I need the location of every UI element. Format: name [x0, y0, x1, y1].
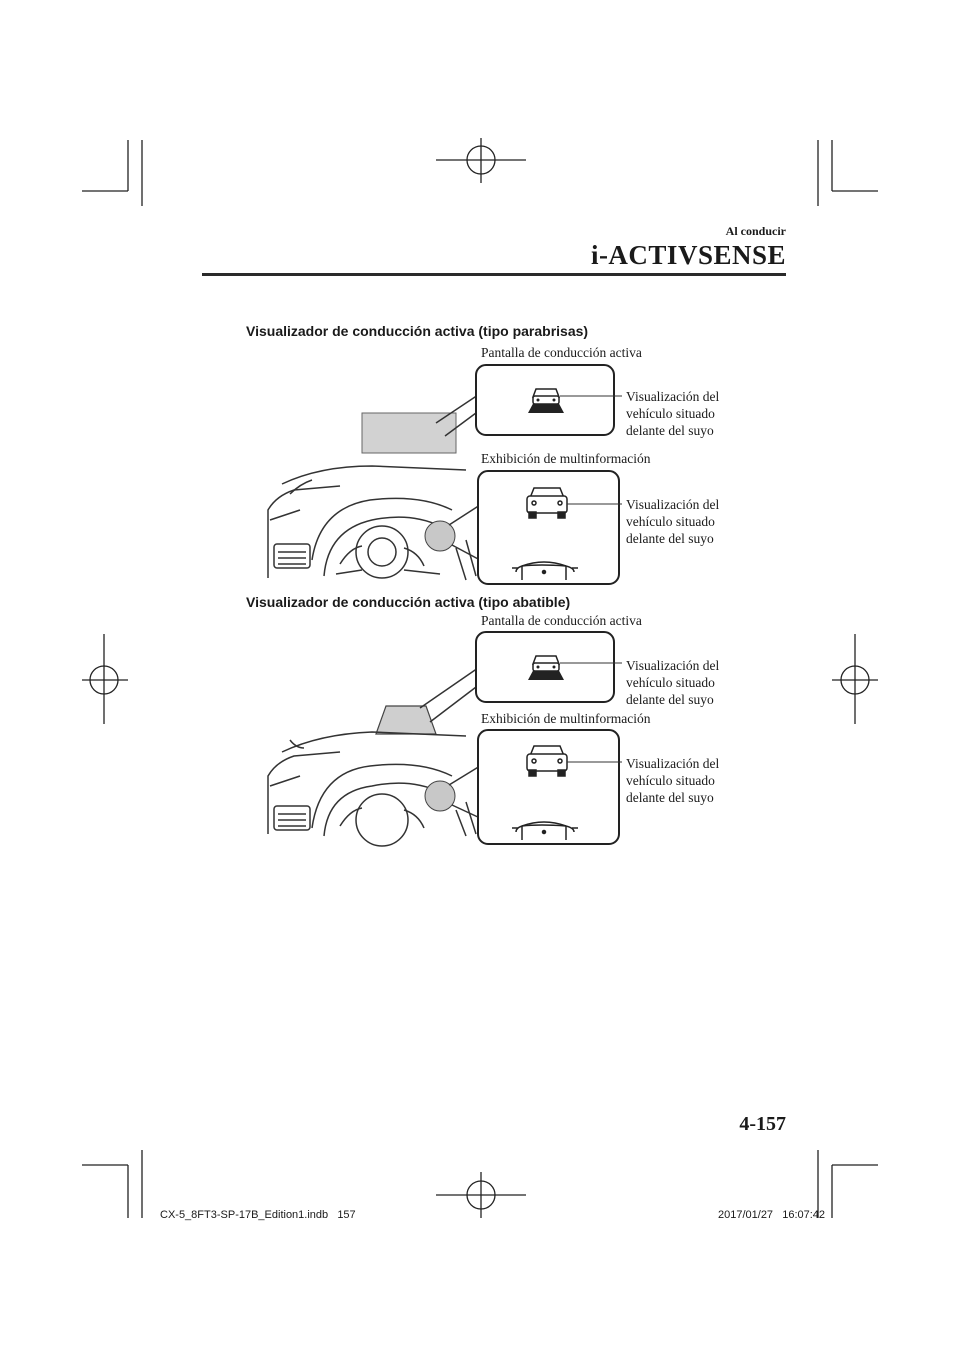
figure-2-active-display-callout: [626, 657, 719, 708]
footer-timestamp: 2017/01/27 16:07:42: [718, 1209, 826, 1221]
figure-2-title: Visualizador de conducción activa (tipo abatible): [246, 594, 571, 610]
figure-2-active-display-label: Pantalla de conducción activa: [481, 613, 642, 628]
callout-line: delante del suyo: [626, 790, 714, 805]
chapter-title: i-ACTIVSENSE: [590, 240, 786, 270]
figure-1-title: Visualizador de conducción activa (tipo parabrisas): [246, 323, 589, 339]
figure-1-multi-info-label: Exhibición de multinformación: [481, 451, 651, 466]
callout-line: delante del suyo: [626, 423, 714, 438]
footer-filename: CX-5_8FT3-SP-17B_Edition1.indb 157: [160, 1209, 356, 1221]
figure-1-active-display-label: Pantalla de conducción activa: [481, 345, 642, 360]
callout-line: vehículo situado: [626, 773, 715, 788]
callout-line: Visualización del: [626, 756, 720, 771]
callout-line: Visualización del: [626, 497, 720, 512]
callout-line: vehículo situado: [626, 514, 715, 529]
figure-2-multi-info-callout: [626, 755, 719, 806]
multi-info-lead-car-icon: [527, 746, 567, 776]
callout-line: delante del suyo: [626, 692, 714, 707]
figure-2-multi-info-label: Exhibición de multinformación: [481, 711, 651, 726]
callout-line: Visualización del: [626, 658, 720, 673]
callout-line: vehículo situado: [626, 406, 715, 421]
section-title: Al conducir: [725, 224, 786, 238]
callout-line: vehículo situado: [626, 675, 715, 690]
callout-line: delante del suyo: [626, 531, 714, 546]
page-number: 4-157: [739, 1113, 786, 1135]
callout-line: Visualización del: [626, 389, 720, 404]
